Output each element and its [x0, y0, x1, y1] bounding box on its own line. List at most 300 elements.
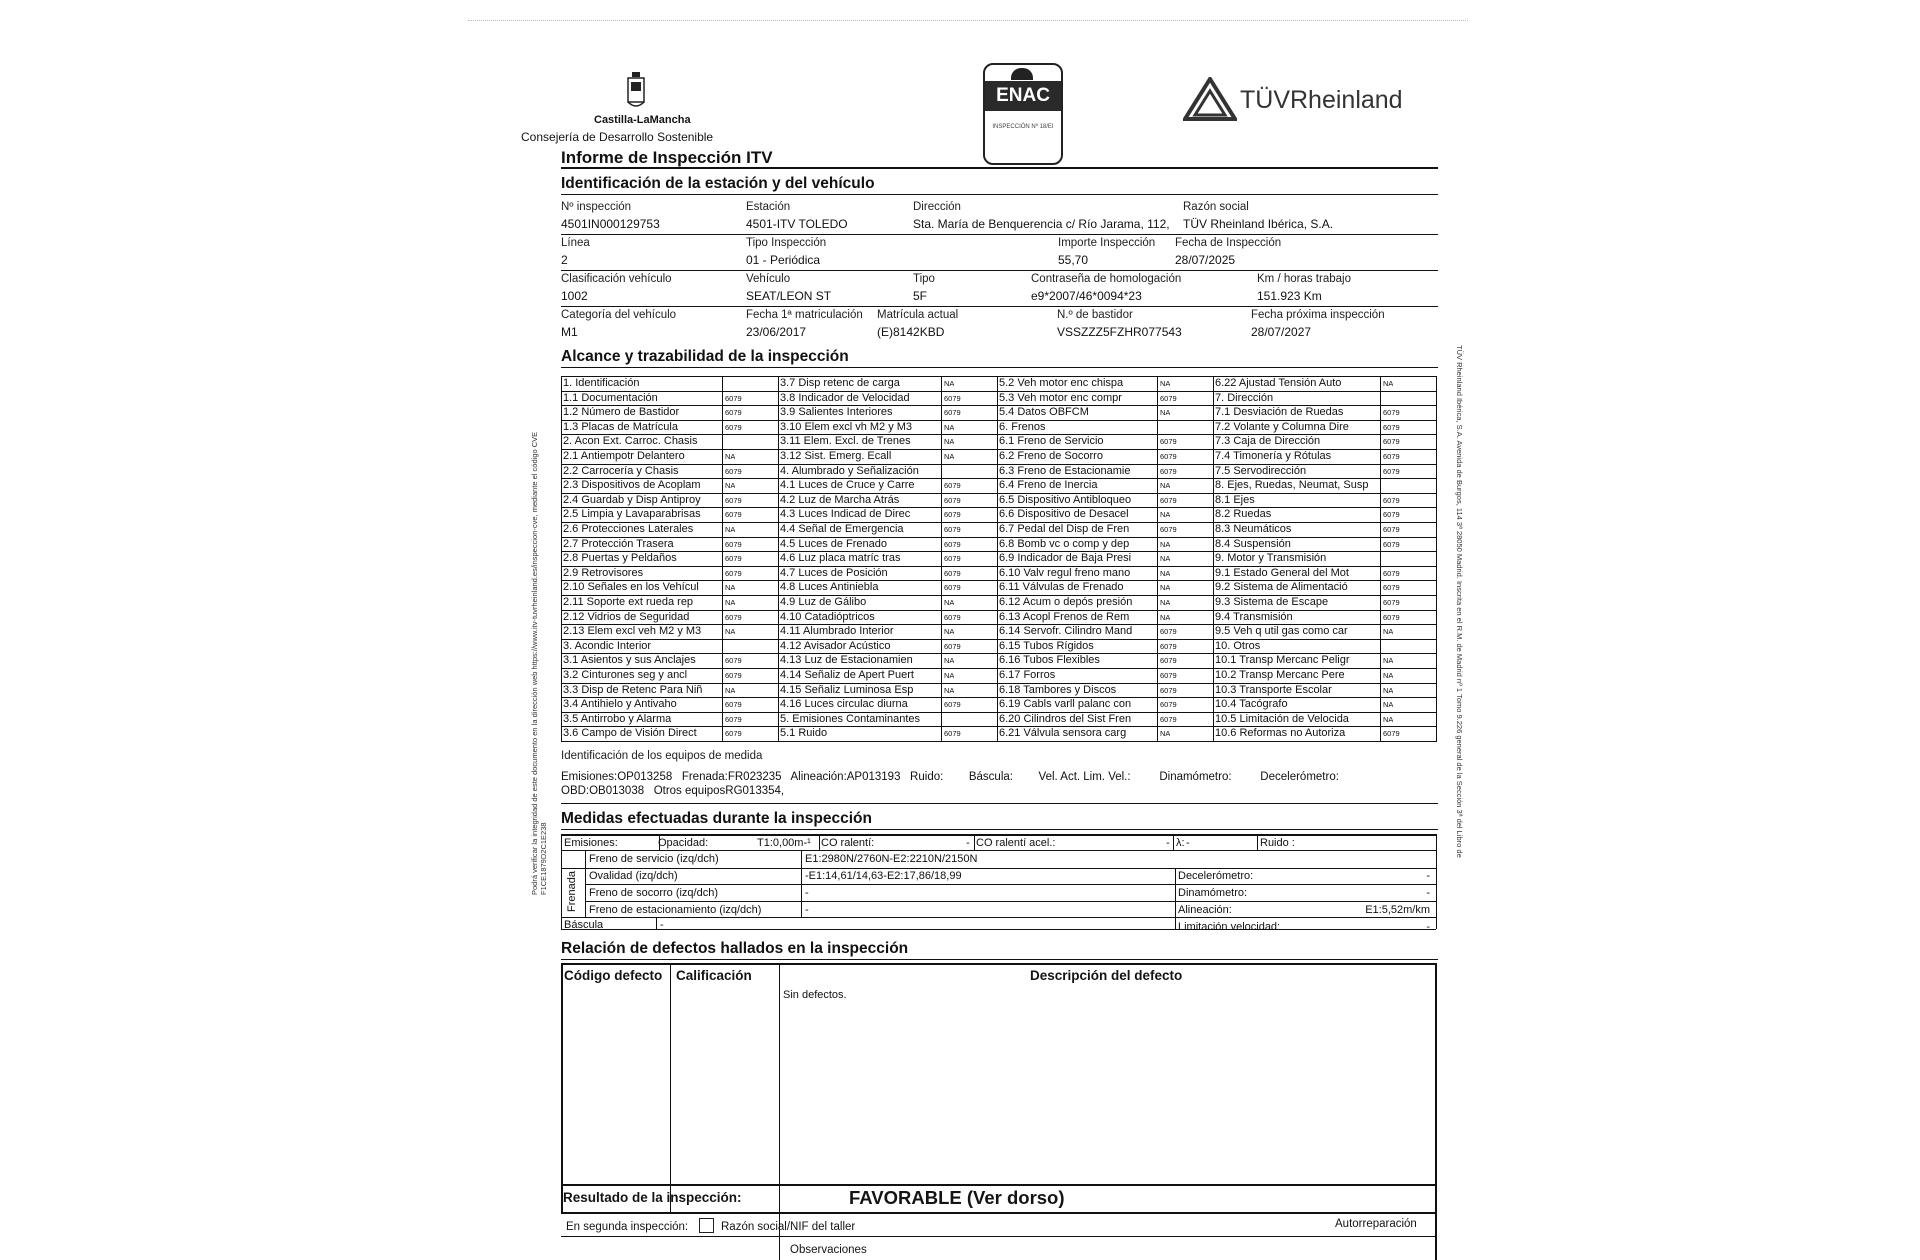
table-line [585, 884, 1436, 885]
brake-measure-label: Freno de socorro (izq/dch) [589, 887, 718, 899]
scope-item-code: NA [725, 525, 736, 534]
col-description: Descripción del defecto [1030, 968, 1183, 983]
scope-item: 5.4 Datos OBFCM [999, 406, 1089, 419]
scope-item: 4.9 Luz de Gálibo [780, 596, 867, 608]
scope-item-code: 6079 [725, 656, 742, 666]
scope-item: 6.18 Tambores y Discos [999, 683, 1117, 696]
table-line [974, 834, 975, 850]
scope-item: 10.5 Limitación de Velocida [1215, 712, 1349, 725]
side-company-text: TÜV Rheinland Ibérica, S.A. Avenida de Burgos, 114 3ª 28050 Madrid. Inscrita en el R.M. de Madrid nº 1 Tomo 9.226 general de la Sección 3ª del Libro de [1455, 345, 1464, 858]
scope-item-code: 6079 [1383, 539, 1400, 549]
scope-item-code: 6079 [944, 729, 961, 739]
scope-item-code: NA [1383, 379, 1394, 388]
scope-item-code: 6079 [1383, 408, 1400, 418]
equipment-line-1: Emisiones:OP013258 Frenada:FR023235 Alineación:AP013193 Ruido: Báscula: Vel. Act. Lim. Vel.: Dinamómetro: Decelerómetro: [561, 771, 1339, 783]
scope-item: 6.14 Servofr. Cilindro Mand [999, 625, 1133, 638]
right-measure-value: - [1426, 870, 1430, 882]
scope-item: 9.5 Veh q util gas como car [1215, 625, 1348, 638]
scope-item-code: NA [944, 598, 955, 607]
scope-item-code: 6079 [1160, 685, 1177, 695]
scope-item: 2.7 Protección Trasera [563, 537, 674, 550]
table-line [670, 963, 671, 1213]
result-label: Resultado de la inspección: [563, 1190, 742, 1205]
ident-value: 5F [913, 289, 928, 303]
scope-item-code: NA [944, 627, 955, 637]
scope-item: 2.8 Puertas y Peldaños [563, 552, 677, 565]
table-line [561, 917, 1436, 918]
ident-label: Línea [561, 237, 590, 249]
scope-item: 6.1 Freno de Servicio [999, 435, 1104, 448]
jccm-department: Consejería de Desarrollo Sostenible [521, 130, 714, 144]
ident-value: TÜV Rheinland Ibérica, S.A. [1183, 217, 1334, 231]
scope-item-code: NA [1383, 627, 1394, 637]
scope-item: 3.12 Sist. Emerg. Ecall [780, 450, 892, 462]
ident-value: 23/06/2017 [746, 325, 807, 339]
scope-item: 3.2 Cinturones seg y ancl [563, 669, 688, 681]
ident-label: Km / horas trabajo [1257, 273, 1351, 285]
scope-item-code: 6079 [725, 554, 742, 564]
table-line [561, 1212, 1436, 1214]
scope-item: 4.6 Luz placa matríc tras [780, 552, 901, 565]
enac-sub: INSPECCIÓN Nº 18/EI [992, 124, 1054, 130]
brake-measure-label: Freno de servicio (izq/dch) [589, 853, 719, 865]
scope-item-code: NA [944, 452, 955, 461]
scope-item-code: 6079 [725, 568, 742, 578]
scope-item-code: 6079 [1383, 437, 1400, 447]
scope-item: 6.16 Tubos Flexibles [999, 654, 1100, 667]
scope-item: 6.4 Freno de Inercia [999, 479, 1098, 492]
scope-item: 3.11 Elem. Excl. de Trenes [780, 435, 911, 448]
ident-label: Vehículo [746, 273, 791, 285]
opacity-label: Opacidad: [658, 837, 709, 849]
ident-label: Clasificación vehículo [561, 273, 672, 285]
scope-item: 2.3 Dispositivos de Acoplam [563, 479, 701, 492]
scope-item: 6.20 Cilindros del Sist Fren [999, 712, 1132, 725]
scope-item: 6.2 Freno de Socorro [999, 450, 1103, 462]
scope-item-code: 6079 [1383, 466, 1400, 476]
scope-item: 7.2 Volante y Columna Dire [1215, 420, 1349, 433]
scope-item: 4.3 Luces Indicad de Direc [780, 508, 911, 521]
braking-label: Frenada [566, 871, 578, 912]
scope-item: 3.6 Campo de Visión Direct [563, 727, 697, 740]
ident-value: 28/07/2027 [1251, 325, 1312, 339]
brake-measure-value: - [805, 887, 809, 899]
ident-value: e9*2007/46*0094*23 [1031, 289, 1142, 303]
ident-label: Contraseña de homologación [1031, 273, 1182, 285]
scope-item-code: 6079 [944, 393, 961, 403]
table-line [585, 850, 586, 917]
scope-item: 6.9 Indicador de Baja Presi [999, 552, 1132, 565]
scope-item: 6.6 Dispositivo de Desacel [999, 508, 1129, 521]
divider [561, 829, 1438, 830]
scope-item: 2. Acon Ext. Carroc. Chasis [563, 435, 698, 448]
scope-item-code: 6079 [944, 495, 961, 505]
scope-item-code: 6079 [1160, 671, 1177, 680]
right-measure-label: Limitación velocidad: [1178, 921, 1281, 933]
scope-item: 2.5 Limpia y Lavaparabrisas [563, 508, 701, 521]
scope-item-code: 6079 [1383, 598, 1400, 607]
scope-item-code: 6079 [1160, 495, 1177, 505]
scope-item: 6.12 Acum o depós presión [999, 596, 1133, 608]
scope-item-code: 6079 [944, 554, 961, 564]
scope-item: 2.10 Señales en los Vehícul [563, 581, 699, 594]
equipment-line-2: OBD:OB013038 Otros equiposRG013354, [561, 785, 785, 797]
tuv-name: TÜVRheinland [1240, 86, 1403, 114]
scope-item: 9.2 Sistema de Alimentació [1215, 581, 1348, 594]
scope-item: 6.11 Válvulas de Frenado [999, 581, 1124, 594]
side-verification-text: Podrá verificar la integridad de este documento en la dirección web https://www.itv-tuvrheinland.es/inspeccion-cve, mediante el código CVE F1CE1879D2C1E238 [530, 431, 548, 895]
scope-item: 3.3 Disp de Retenc Para Niñ [563, 683, 703, 696]
ident-value: SEAT/LEON ST [746, 289, 832, 303]
table-line [1157, 376, 1158, 742]
divider [561, 803, 1438, 804]
scope-item: 8.2 Ruedas [1215, 508, 1272, 521]
scope-item-code: 6079 [1160, 525, 1177, 534]
scope-item-code: NA [944, 685, 955, 695]
scope-item-code: 6079 [944, 568, 961, 578]
scope-item-code: 6079 [1383, 495, 1400, 505]
scope-item: 6.13 Acopl Frenos de Rem [999, 610, 1130, 623]
scope-item-code: 6079 [1383, 510, 1400, 520]
section-measures: Medidas efectuadas durante la inspección [561, 810, 872, 827]
page-title: Informe de Inspección ITV [561, 148, 773, 167]
scope-item-code: 6079 [1160, 452, 1177, 461]
scope-item-code: 6079 [1160, 641, 1177, 651]
defect-description-text: Sin defectos. [783, 989, 847, 1001]
scope-item-code: NA [944, 656, 955, 666]
jccm-name: Castilla-LaMancha [594, 114, 691, 126]
ident-label: Fecha de Inspección [1175, 237, 1282, 249]
table-line [1436, 834, 1437, 929]
enac-label: ENAC [985, 81, 1061, 111]
scope-item-code: 6079 [944, 612, 961, 622]
scope-item-code: 6079 [725, 612, 742, 622]
scope-item-code: 6079 [944, 481, 961, 491]
scope-item: 5.1 Ruido [780, 727, 828, 740]
scope-item: 2.9 Retrovisores [563, 566, 644, 579]
scope-item-code: NA [1160, 510, 1171, 520]
scope-item-code: 6079 [1160, 627, 1177, 637]
scope-item-code: NA [1160, 408, 1171, 418]
ident-value: 55,70 [1058, 253, 1089, 267]
scope-item-code: NA [725, 583, 736, 593]
table-line [561, 963, 1436, 965]
table-line [561, 868, 1436, 869]
enac-crown-icon [1011, 68, 1033, 80]
section-defects: Relación de defectos hallados en la inspección [561, 940, 909, 957]
brake-measure-value: - [805, 904, 809, 916]
scope-item-code: 6079 [1160, 714, 1177, 724]
scope-item: 10.2 Transp Mercanc Pere [1215, 669, 1345, 681]
scope-item-code: NA [1383, 656, 1394, 666]
scope-item: 4.13 Luz de Estacionamien [780, 654, 913, 667]
table-line [561, 1184, 1436, 1186]
table-line [1436, 376, 1437, 742]
result-value: FAVORABLE (Ver dorso) [849, 1187, 1065, 1208]
table-line [561, 1236, 1436, 1237]
scope-item-code: 6079 [1383, 583, 1400, 593]
ident-value: 4501-ITV TOLEDO [746, 217, 848, 231]
scope-item: 3.8 Indicador de Velocidad [780, 391, 910, 404]
scope-item: 6.22 Ajustad Tensión Auto [1215, 377, 1342, 389]
scope-item: 4.11 Alumbrado Interior [780, 625, 894, 638]
table-line [561, 834, 1436, 836]
scope-item-code: NA [1383, 671, 1394, 680]
scope-item: 10.3 Transporte Escolar [1215, 683, 1332, 696]
table-line [1380, 376, 1381, 742]
scope-item: 10.1 Transp Mercanc Peligr [1215, 654, 1350, 667]
scope-item: 4.14 Señaliz de Apert Puert [780, 669, 914, 681]
scope-item: 3.5 Antirrobo y Alarma [563, 712, 672, 725]
scope-item-code: NA [1383, 685, 1394, 695]
scope-item-code: 6079 [725, 714, 742, 724]
table-line [1175, 868, 1176, 929]
ident-label: Fecha próxima inspección [1251, 309, 1385, 321]
ident-value: 01 - Periódica [746, 253, 821, 267]
scope-item-code: NA [944, 379, 955, 388]
divider [561, 234, 1438, 235]
scope-item: 10. Otros [1215, 639, 1261, 652]
scope-item: 2.4 Guardab y Disp Antiproy [563, 493, 701, 506]
scope-item-code: 6079 [1160, 656, 1177, 666]
table-line [561, 376, 562, 742]
ident-label: Nº inspección [561, 201, 632, 213]
scope-item-code: 6079 [1383, 525, 1400, 534]
table-line [941, 376, 942, 742]
table-line [997, 376, 998, 742]
divider [561, 367, 1438, 368]
scope-item-code: NA [1160, 379, 1171, 388]
scope-item: 4.12 Avisador Acústico [780, 639, 891, 652]
scope-item-code: 6079 [725, 408, 742, 418]
scope-item-code: 6079 [725, 422, 742, 432]
right-measure-value: - [1426, 921, 1430, 933]
scope-item: 4.15 Señaliz Luminosa Esp [780, 683, 914, 696]
table-line [561, 741, 1436, 742]
scope-item-code: 6079 [1383, 612, 1400, 622]
table-line [585, 901, 1436, 902]
table-line [1257, 834, 1258, 850]
scope-item-code: 6079 [1383, 568, 1400, 578]
scope-item: 6.7 Pedal del Disp de Fren [999, 523, 1130, 535]
scope-item: 10.6 Reformas no Autoriza [1215, 727, 1346, 740]
scope-item: 5.2 Veh motor enc chispa [999, 377, 1124, 389]
scope-item-code: NA [944, 437, 955, 447]
scope-item: 7. Dirección [1215, 391, 1274, 404]
right-measure-value: - [1426, 887, 1430, 899]
scope-item-code: 6079 [725, 671, 742, 680]
scope-item-code: NA [1383, 714, 1394, 724]
scope-item: 4.4 Señal de Emergencia [780, 523, 904, 535]
scope-item-code: NA [725, 598, 736, 607]
scope-item: 3.1 Asientos y sus Anclajes [563, 654, 696, 667]
scope-item-code: 6079 [944, 525, 961, 534]
scope-item-code: 6079 [1383, 452, 1400, 461]
scope-item-code: 6079 [1160, 393, 1177, 403]
ident-label: Tipo [913, 273, 935, 285]
ident-value: 28/07/2025 [1175, 253, 1236, 267]
scope-item: 8. Ejes, Ruedas, Neumat, Susp [1215, 479, 1369, 492]
scope-item-code: NA [1160, 539, 1171, 549]
scope-item: 6. Frenos [999, 420, 1046, 433]
scope-item: 1.1 Documentación [563, 391, 658, 404]
scope-item: 2.12 Vidrios de Seguridad [563, 610, 690, 623]
brake-measure-label: Freno de estacionamiento (izq/dch) [589, 904, 762, 916]
co-accel-label: CO ralentí acel.: [976, 837, 1056, 849]
scope-item-code: 6079 [944, 641, 961, 651]
top-dotted-line [468, 20, 1468, 21]
scope-item: 2.2 Carrocería y Chasis [563, 464, 679, 477]
scope-item-code: 6079 [1383, 729, 1400, 739]
scope-item: 2.1 Antiempotr Delantero [563, 450, 685, 462]
co-label: CO ralentí: [821, 837, 875, 849]
scope-item: 3.4 Antihielo y Antivaho [563, 698, 677, 711]
scope-item: 7.3 Caja de Dirección [1215, 435, 1321, 448]
scope-item: 6.17 Forros [999, 669, 1056, 681]
scope-item: 1.2 Número de Bastidor [563, 406, 680, 419]
divider [561, 306, 1438, 307]
ident-value: 2 [561, 253, 568, 267]
co-value: - [966, 837, 970, 849]
scope-item: 6.19 Cabls varll palanc con [999, 698, 1132, 711]
scope-item: 6.15 Tubos Rígidos [999, 639, 1094, 652]
scope-item: 4.8 Luces Antiniebla [780, 581, 879, 594]
table-line [1435, 963, 1437, 1260]
table-line [561, 834, 562, 929]
enac-logo [983, 63, 1063, 165]
ident-label: Importe Inspección [1058, 237, 1156, 249]
ident-label: Matrícula actual [877, 309, 959, 321]
brake-measure-value: E1:2980N/2760N-E2:2210N/2150N [805, 853, 978, 865]
scope-item: 3.7 Disp retenc de carga [780, 377, 900, 389]
lambda-label: λ: [1176, 837, 1185, 849]
scope-item-code: NA [1160, 554, 1171, 564]
ident-value: VSSZZZ5FZHR077543 [1057, 325, 1182, 339]
scope-item-code: NA [725, 627, 736, 637]
scope-item: 2.11 Soporte ext rueda rep [563, 596, 694, 608]
scope-item-code: NA [1383, 700, 1394, 710]
opacity-value: T1:0,00m-¹ [757, 837, 811, 849]
scope-item-code: NA [1160, 729, 1171, 739]
scope-item: 6.8 Bomb vc o comp y dep [999, 537, 1130, 550]
scope-item: 9. Motor y Transmisión [1215, 552, 1327, 565]
scope-item: 4.16 Luces circulac diurna [780, 698, 908, 711]
divider [561, 959, 1438, 960]
scope-item-code: 6079 [725, 700, 742, 710]
observations-label: Observaciones [790, 1244, 867, 1256]
scope-item-code: 6079 [725, 466, 742, 476]
scope-item: 6.5 Dispositivo Antibloqueo [999, 493, 1132, 506]
section-identification: Identificación de la estación y del vehículo [561, 175, 875, 192]
scope-item: 4.1 Luces de Cruce y Carre [780, 479, 915, 492]
scope-item: 1. Identificación [563, 377, 640, 389]
scope-item-code: 6079 [944, 539, 961, 549]
scope-item-code: 6079 [1160, 700, 1177, 710]
scope-item: 4.5 Luces de Frenado [780, 537, 888, 550]
scope-item: 1.3 Placas de Matrícula [563, 420, 678, 433]
second-inspection-label: En segunda inspección: [566, 1221, 689, 1233]
self-repair-label: Autorreparación [1335, 1218, 1417, 1230]
ident-label: Estación [746, 201, 791, 213]
scope-item: 7.1 Desviación de Ruedas [1215, 406, 1344, 419]
scope-item-code: 6079 [1160, 437, 1177, 447]
scope-item: 6.10 Valv regul freno mano [999, 566, 1131, 579]
scope-item: 4.10 Catadióptricos [780, 610, 875, 623]
scope-item-code: NA [1160, 568, 1171, 578]
table-line [561, 850, 1436, 851]
scope-item: 2.6 Protecciones Laterales [563, 523, 694, 535]
ident-value: Sta. María de Benquerencia c/ Río Jarama, 112, [913, 217, 1170, 231]
ident-label: Dirección [913, 201, 961, 213]
scope-item: 4. Alumbrado y Señalización [780, 464, 919, 477]
table-line [561, 963, 563, 1213]
emissions-label: Emisiones: [564, 837, 618, 849]
second-inspection-checkbox[interactable] [699, 1218, 714, 1233]
col-defect-code: Código defecto [564, 968, 663, 983]
ident-label: Tipo Inspección [746, 237, 827, 249]
table-line [656, 917, 657, 929]
table-line [1173, 834, 1174, 850]
divider [561, 167, 1438, 169]
scope-item: 9.3 Sistema de Escape [1215, 596, 1329, 608]
right-measure-label: Dinamómetro: [1178, 887, 1248, 899]
scope-item-code: NA [725, 481, 736, 491]
scope-item: 7.5 Servodirección [1215, 464, 1307, 477]
ident-label: N.º de bastidor [1057, 309, 1133, 321]
scope-item-code: 6079 [725, 729, 742, 739]
col-grade: Calificación [676, 968, 752, 983]
scope-item: 4.2 Luz de Marcha Atrás [780, 493, 900, 506]
scope-item: 3. Acondic Interior [563, 639, 652, 652]
scope-item-code: 6079 [725, 495, 742, 505]
scope-item: 3.9 Salientes Interiores [780, 406, 893, 419]
scope-item: 10.4 Tacógrafo [1215, 698, 1288, 711]
scope-item: 5. Emisiones Contaminantes [780, 712, 921, 725]
scope-item: 4.7 Luces de Posición [780, 566, 888, 579]
scope-item-code: 6079 [1160, 466, 1177, 476]
scope-item-code: 6079 [944, 408, 961, 418]
ident-value: 1002 [561, 289, 588, 303]
scope-item: 6.3 Freno de Estacionamie [999, 464, 1131, 477]
right-measure-value: E1:5,52m/km [1365, 904, 1430, 916]
jccm-shield-icon [625, 70, 647, 115]
scope-item: 6.21 Válvula sensora carg [999, 727, 1127, 740]
ident-label: Fecha 1ª matriculación [746, 309, 863, 321]
scope-item: 9.4 Transmisión [1215, 610, 1293, 623]
workshop-label: Razón social/NIF del taller [721, 1221, 856, 1233]
table-line [722, 376, 723, 742]
scale-label: Báscula [564, 919, 604, 931]
lambda-value: - [1186, 837, 1190, 849]
scope-item: 5.3 Veh motor enc compr [999, 391, 1122, 404]
scope-item-code: NA [725, 452, 736, 461]
table-line [801, 850, 802, 917]
scope-item-code: 6079 [725, 393, 742, 403]
noise-label: Ruido : [1260, 837, 1295, 849]
ident-value: 4501IN000129753 [561, 217, 660, 231]
scope-item-code: 6079 [944, 510, 961, 520]
divider [561, 194, 1438, 195]
right-measure-label: Decelerómetro: [1178, 870, 1254, 882]
scope-item-code: NA [1160, 583, 1171, 593]
scope-item: 3.10 Elem excl vh M2 y M3 [780, 420, 913, 433]
tuv-triangle-icon [1183, 77, 1237, 126]
scope-item: 7.4 Timonería y Rótulas [1215, 450, 1332, 462]
equipment-heading: Identificación de los equipos de medida [561, 750, 763, 762]
scope-item-code: NA [1160, 612, 1171, 622]
divider [561, 270, 1438, 271]
right-measure-label: Alineación: [1178, 904, 1232, 916]
